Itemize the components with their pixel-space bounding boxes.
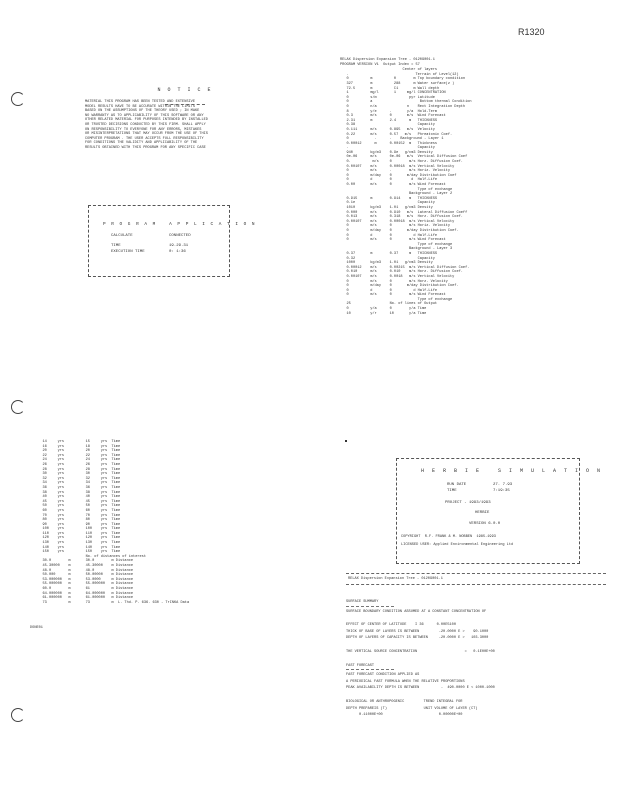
- listing-row: 34 yrs 34 yrs Time: [36, 481, 121, 486]
- listing-row: Background - Layer 3: [340, 247, 453, 252]
- sim-subtitle: HERBIE: [475, 511, 490, 515]
- listing-row: 70 yrs 70 yrs Time: [36, 513, 121, 518]
- listing-row: 100 yrs 100 yrs Time: [36, 527, 121, 532]
- listing-row: . Terrain of Level(12): [340, 72, 459, 77]
- listing-row: 50 yrs 50 yrs Time: [36, 504, 121, 509]
- summary-section: [346, 664, 606, 691]
- listing-row: 0 n/a n Rect Integration Depth: [340, 104, 466, 109]
- listing-row: 61.000000 m 61.000000 m Distance: [36, 596, 134, 601]
- listing-row: 0.32 Capacity: [340, 256, 435, 261]
- listing-row: 80 yrs 80 yrs Time: [36, 518, 121, 523]
- listing-row: 0 m/day 0 m/day Distribution Coef: [340, 173, 457, 178]
- listing-row: 38 yrs 38 yrs Time: [36, 490, 121, 495]
- listing-row: 940 kg/m3 0.9e g/cm3 Density: [340, 150, 433, 155]
- listing-row: 0.915 m 0.914 m THICKNESS: [340, 196, 438, 201]
- sim-time-label: TIME: [447, 489, 457, 493]
- listing-row: 0.013 m/s 0.318 m/s Horz. Diffusion Coef.: [340, 215, 463, 220]
- program-time-label: TIME: [111, 244, 121, 248]
- listing-row: 40 yrs 40 yrs Time: [36, 495, 121, 500]
- listing-row: 0e-06 m/s 0e-06 m/s Vertical Diffusion Coef: [340, 155, 468, 160]
- listing-row: 1 mg/l 1 mg/l CONCENTRATION: [340, 91, 446, 96]
- listing-row: 22 yrs 22 yrs Time: [36, 453, 121, 458]
- summary-header: RELAX Dispersion Expansion Tree - 01209001.1: [348, 577, 443, 581]
- punch-hole-icon: [11, 400, 25, 414]
- program-exec-value: 0: 1:36: [169, 250, 186, 254]
- summary-line: EFFECT OF CENTER OF LATITUDE I 36 0.00E5100: [346, 623, 456, 628]
- listing-row: 0.00107 m/s 0.00018 m/s Vertical Velocity: [340, 219, 455, 224]
- summary-line: 0.11000E+00 0.00000E+00: [346, 713, 463, 718]
- listing-row: 110 yrs 110 yrs Time: [36, 531, 121, 536]
- time-distance-listing: [36, 440, 286, 605]
- sim-run-date-label: RUN DATE: [447, 483, 467, 487]
- simulation-title: H E R B I E S I M U L A T I O N: [421, 468, 603, 474]
- listing-row: 0.00107 m/s 0.00018 m/s Vertical Velocity: [340, 164, 455, 169]
- program-time-value: 19.29.31: [169, 244, 189, 248]
- summary-label-underline: [346, 606, 394, 607]
- sim-version: VERSION 6.0.0: [469, 522, 501, 526]
- listing-header-2: PROGRAM VERSION V1 Output Index = 57: [340, 62, 420, 67]
- listing-row: 0.38 Capacity: [340, 123, 435, 128]
- listing-row: 55.000000 m 55.000000 m Distance: [36, 582, 134, 587]
- summary-line: FAST FORECAST CONDITION APPLIED AS: [346, 673, 420, 678]
- program-col2: CONNECTED: [169, 234, 191, 238]
- listing-row: 0 m 0 m Top boundary condition: [340, 77, 466, 82]
- notice-line: COMPUTER PROGRAM . THE USER ACCEPTS FULL RESPONSIBILITY: [85, 136, 204, 141]
- program-box-title: P R O G R A M A P P L I C A T I O N: [103, 222, 256, 227]
- listing-row: 0 m/day 0 m/day Distribution Coef.: [340, 228, 459, 233]
- listing-row: 327 m 288 m Water surface(z ): [340, 81, 455, 86]
- notice-line: BASED ON THE ASSUMPTIONS OF THE THEORY USED ; IN MAKE: [85, 109, 200, 114]
- listing-row: Type of exchange: [340, 242, 453, 247]
- listing-row: 0 . . Background - Layer 1: [340, 137, 444, 142]
- listing-row: 1010 kg/m3 1.01 g/cm3 Density: [340, 206, 433, 210]
- listing-row: 60.0 m 61 m Distance: [36, 587, 134, 591]
- listing-row: 120 yrs 120 yrs Time: [36, 536, 121, 541]
- listing-row: 2.31 m 2.4 m THICKNESS: [340, 118, 438, 123]
- sim-run-date-value: 27. 7.93: [493, 483, 513, 487]
- notice-line: RESULTS OBTAINED WITH THIS PROGRAM FOR ANY SPECIFIC CASE: [85, 145, 206, 150]
- listing-row: 130 yrs 130 yrs Time: [36, 541, 121, 546]
- listing-row: 16 yrs 18 yrs Time: [36, 444, 121, 449]
- summary-section-label: FAST FORECAST: [346, 663, 375, 668]
- summary-line: THICK OF BASE OF LAYERS IS BETWEEN -20.0000 E > 90.1000: [346, 629, 489, 634]
- program-col1: CALCULATE: [111, 234, 133, 238]
- listing-row: 30.0 m 30.0 m Distance: [36, 559, 134, 564]
- program-exec-label: EXECUTION TIME: [111, 250, 145, 254]
- listing-row: 30 yrs 30 yrs Time: [36, 472, 121, 477]
- summary-line: SURFACE BOUNDARY CONDITION ASSUMED AT A CONSTANT CONCENTRATION OF: [346, 609, 487, 614]
- listing-row: 53.000000 m 53.0000 m Distance: [36, 577, 134, 582]
- punch-hole-icon: [11, 92, 25, 106]
- notice-line: OTHER RELATED MATERIAL FOR PURPOSES INTENDED BY INSTALLED: [85, 118, 208, 123]
- summary-section: [346, 700, 606, 718]
- summary-line: PEAK AVAILABILITY DEPTH IS BETWEEN - 490.0000 E < 1000.1000: [346, 686, 495, 691]
- listing-row: 20 yrs 20 yrs Time: [36, 449, 121, 454]
- notice-line: MATERIAL THIS PROGRAM HAS BEEN TESTED AND EXTENSIVE: [85, 100, 195, 104]
- summary-line: A PERIODICAL FAST FORMULA WHEN THE RELATIVE PROPORTIONS: [346, 679, 465, 684]
- listing-row: 0 m/s 0 m/s Horiz. Velocity: [340, 224, 450, 229]
- sim-copyright: COPYRIGHT R.F. FRANK & M. NOBBEN 1985-1993: [401, 535, 496, 539]
- listing-row: 0.22 m/s 0.57 m/s Phreatonic Coef.: [340, 132, 453, 137]
- listing-rows: [340, 68, 610, 316]
- listing-row: 0. m/s 0 m/s Horz. Diffusion Coef.: [340, 160, 463, 165]
- listing-row: 0.00012 m 0.00152 m Thickness: [340, 141, 438, 146]
- listing-row: 0.010 m/s 0.010 m/s Horz. Diffusion Coef.: [340, 270, 463, 275]
- listing-row: 14 yrs 15 yrs Time: [36, 440, 121, 444]
- listing-row: 36 yrs 36 yrs Time: [36, 485, 121, 490]
- summary-section: [346, 600, 606, 614]
- listing-row: 8 y/e . y/a Hold-Term: [340, 109, 438, 114]
- listing-row: 0 d 0 d Half-Life: [340, 178, 438, 183]
- listing-row: 0.111 m/s 0.895 m/s Velocity: [340, 127, 435, 132]
- notice-line: FOR CONDITIONS THE VALIDITY AND APPLICABILITY OF THE: [85, 141, 198, 146]
- listing-row: 0.00 m/s 0 m/s Wind Forecast: [340, 183, 446, 188]
- listing-row: 60 yrs 60 yrs Time: [36, 508, 121, 513]
- notice-line: OR MISINTERPRETATIONS THAT MAY OCCUR FROM THE USE OF THIS: [85, 132, 208, 137]
- listing-row: 0.37 m 0.37 m THICKNESS: [340, 251, 438, 256]
- listing-row: 50.000 m 50.00000 m Distance: [36, 573, 134, 578]
- listing-row: 73 m 73 m L. Thd. P. 636. 630 - TrINKA Data: [36, 600, 190, 605]
- summary-label-underline: [346, 669, 394, 670]
- summary-section-label: SURFACE SUMMARY: [346, 600, 379, 604]
- punch-hole-icon: [11, 708, 25, 722]
- listing-row: 0.00107 m/s 0.0018 m/s Vertical Velocity: [340, 274, 455, 279]
- listing-row: 32 yrs 32 yrs Time: [36, 476, 121, 481]
- notice-heading: N O T I C E: [157, 87, 213, 93]
- listing-row: 0 m/s 0 m/s Wind Forecast: [340, 293, 446, 298]
- listing-row: No. of distances of interest: [36, 554, 146, 559]
- notice-line: MODEL RESULTS HAVE TO BE ACCURATE WITHIN THE LIMITS: [85, 104, 195, 109]
- notice-text: [85, 100, 285, 151]
- sim-project: PROJECT - 1993/1993: [445, 501, 491, 505]
- listing-row: 0 m/s . m/s Horiz. Velocity: [340, 169, 450, 174]
- sim-time-value: 7:19:35: [493, 489, 510, 493]
- listing-row: Background - Layer 2: [340, 192, 453, 197]
- notice-underline: [165, 104, 205, 105]
- tick-mark: [345, 440, 347, 442]
- listing-footer: DONE01: [30, 626, 43, 630]
- listing-row: 26 yrs 26 yrs Time: [36, 462, 121, 467]
- listing-row: 64.000000 m 64.000000 m Distance: [36, 591, 134, 596]
- summary-line: THE VERTICAL SOURCE CONCENTRATION = 0.1E00E+00: [346, 649, 495, 654]
- sim-licensed: LICENSED USER: Applied Environmental Engineering Ltd: [401, 543, 514, 547]
- listing-row: 25 No. of lines of Output: [340, 302, 438, 307]
- listing-row: 10 y/r 10 y/a Time: [340, 311, 427, 316]
- parameter-listing: [340, 58, 610, 316]
- listing-row: 90 yrs 90 yrs Time: [36, 522, 121, 527]
- listing-row: 28 yrs 28 yrs Time: [36, 467, 121, 472]
- listing-row: Type of exchange: [340, 297, 453, 302]
- summary-section: [346, 623, 606, 641]
- summary-section: [346, 650, 606, 655]
- listing-row: . Capacity: [340, 146, 435, 151]
- listing-row: 0 m/day 0 m/day Distribution Coef.: [340, 284, 459, 289]
- listing-row: 0.00012 m/s 0.00215 m/s Vertical Diffusion Coef.: [340, 265, 470, 270]
- listing-row: 0 y/a 0 y/a Time: [340, 307, 427, 312]
- listing-row: 45.30000 m 45.30000 m Distance: [36, 564, 134, 569]
- notice-block: [85, 88, 285, 151]
- listing-row: 0 d 0 d Half-Life: [340, 233, 438, 238]
- listing-row: 0.3 m/s 0 m/s Wind Forecast: [340, 114, 446, 119]
- listing-row: 140 yrs 140 yrs Time: [36, 545, 121, 550]
- summary-line: BIOLOGICAL OR ANTHROPOGENIC TREND INTEGRAL FOR: [346, 699, 463, 704]
- listing-row: 48.0 m 48.0 m Distance: [36, 568, 134, 573]
- summary-line: DEPTH OF LAYERS OF CAPACITY IS BETWEEN -20.0000 E > 103.3000: [346, 636, 489, 641]
- time-distance-rows: [36, 440, 286, 605]
- page-stamp: R1320: [518, 27, 545, 37]
- listing-row: 24 yrs 24 yrs Time: [36, 458, 121, 463]
- notice-line: OR TRUSTED DECISIONS CONDUCTED BY THIS FIRM. SHALL APPLY: [85, 122, 206, 127]
- listing-row: 0 m/s 0 m/s Wind Forecast: [340, 238, 446, 243]
- listing-row: 0 d 0 d Half-Life: [340, 288, 438, 293]
- summary-rule-top: [346, 573, 606, 574]
- listing-row: Center of layers: [340, 68, 438, 73]
- notice-line: ON RESPONSIBILITY TO EVERYONE FOR ANY ERRORS, MISTAKES: [85, 127, 202, 132]
- listing-row: 150 yrs 150 yrs Time: [36, 550, 121, 555]
- notice-line: NO WARRANTY AS TO APPLICABILITY OF THIS SOFTWARE OR ANY: [85, 113, 204, 118]
- listing-row: 1000 kg/m3 1.01 g/cm3 Density: [340, 261, 433, 266]
- summary-body: [346, 600, 606, 727]
- listing-row: 0 s/m pyr Latitude: [340, 95, 435, 100]
- listing-row: 72.5 m C1 m Wall depth: [340, 86, 440, 91]
- summary-rule-bottom: [346, 584, 606, 585]
- listing-row: Type of exchange: [340, 187, 453, 192]
- summary-line: DEPTH PREPAREIS (T) UNIT VOLUME OF LAYER (CT): [346, 706, 478, 711]
- listing-row: 0 m/s 0 m/s Horz. Velocity: [340, 279, 448, 284]
- listing-row: 0 a Bottom thermal Condition: [340, 100, 472, 105]
- listing-row: 0.000 m/s 0.910 m/s Lateral Diffusion Coeff: [340, 210, 468, 215]
- listing-header-1: RELAX Dispersion Expansion Tree - 01209001.1: [340, 58, 435, 62]
- simulation-box: [396, 458, 603, 564]
- listing-row: 0.1e Capacity: [340, 201, 435, 206]
- listing-row: 45 yrs 45 yrs Time: [36, 499, 121, 504]
- program-box: [88, 205, 256, 277]
